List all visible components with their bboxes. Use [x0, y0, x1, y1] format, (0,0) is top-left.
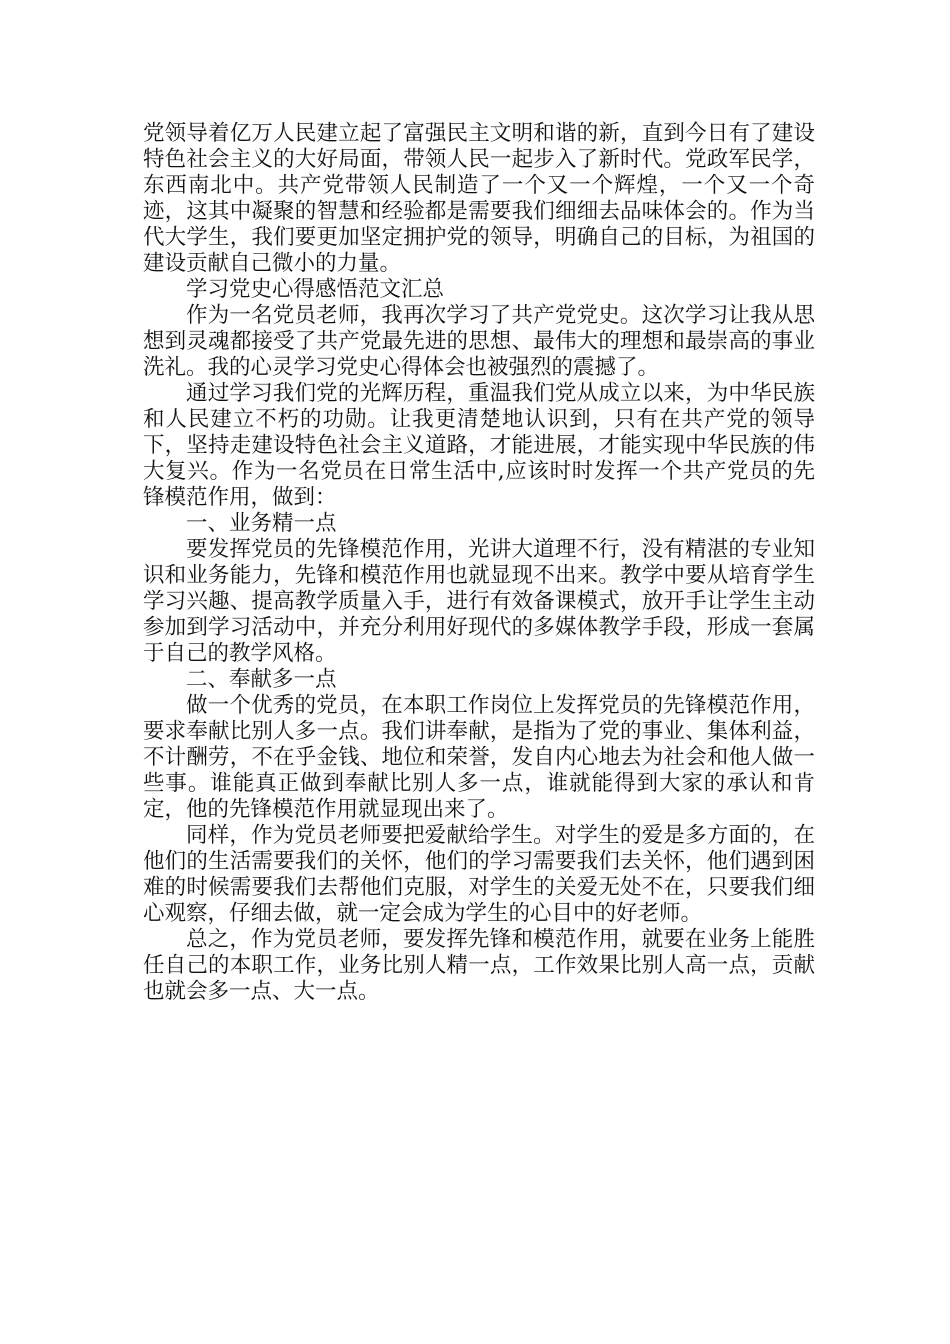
paragraph: 作为一名党员老师，我再次学习了共产党党史。这次学习让我从思想到灵魂都接受了共产党最先进的思想、最伟大的理想和最崇高的事业洗礼。我的心灵学习党史心得体会也被强烈的震撼了。	[143, 303, 815, 380]
paragraph: 做一个优秀的党员，在本职工作岗位上发挥党员的先锋模范作用，要求奉献比别人多一点。我们讲奉献，是指为了党的事业、集体利益，不计酬劳，不在乎金钱、地位和荣誉，发自内心地去为社会和他人做一些事。谁能真正做到奉献比别人多一点，谁就能得到大家的承认和肯定，他的先锋模范作用就显现出来了。	[143, 693, 815, 822]
subheading-dedication: 二、奉献多一点	[186, 667, 337, 692]
paragraph-conclusion: 总之，作为党员老师，要发挥先锋和模范作用，就要在业务上能胜任自己的本职工作，业务比别人精一点，工作效果比别人高一点，贡献也就会多一点、大一点。	[143, 927, 815, 1004]
document-body	[143, 121, 815, 1005]
paragraph: 通过学习我们党的光辉历程，重温我们党从成立以来，为中华民族和人民建立不朽的功勋。让我更清楚地认识到，只有在共产党的领导下，坚持走建设特色社会主义道路，才能进展，才能实现中华民族的伟大复兴。作为一名党员在日常生活中,应该时时发挥一个共产党员的先锋模范作用，做到：	[143, 381, 815, 510]
subheading-business: 一、业务精一点	[186, 511, 337, 536]
paragraph: 要发挥党员的先锋模范作用，光讲大道理不行，没有精湛的专业知识和业务能力，先锋和模范作用也就显现不出来。教学中要从培育学生学习兴趣、提高教学质量入手，进行有效备课模式，放开手让学生主动参加到学习活动中，并充分利用好现代的多媒体教学手段，形成一套属于自己的教学风格。	[143, 537, 815, 666]
paragraph: 同样，作为党员老师要把爱献给学生。对学生的爱是多方面的，在他们的生活需要我们的关怀，他们的学习需要我们去关怀，他们遇到困难的时候需要我们去帮他们克服，对学生的关爱无处不在，只要我们细心观察，仔细去做，就一定会成为学生的心目中的好老师。	[143, 823, 815, 926]
paragraph-continuation: 党领导着亿万人民建立起了富强民主文明和谐的新，直到今日有了建设特色社会主义的大好局面，带领人民一起步入了新时代。党政军民学，东西南北中。共产党带领人民制造了一个又一个辉煌，一个又一个奇迹，这其中凝聚的智慧和经验都是需要我们细细去品味体会的。作为当代大学生，我们要更加坚定拥护党的领导，明确自己的目标，为祖国的建设贡献自己微小的力量。	[143, 121, 815, 276]
section-title: 学习党史心得感悟范文汇总	[186, 277, 445, 302]
